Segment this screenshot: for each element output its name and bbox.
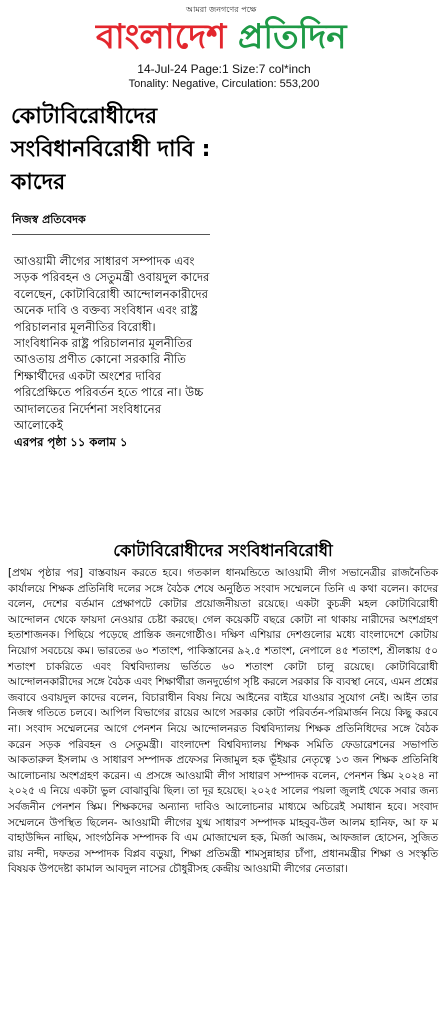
article-lead: আওয়ামী লীগের সাধারণ সম্পাদক এবং সড়ক পরিবহন ও সেতুমন্ত্রী ওবায়দুল কাদের বলেছেন, কোটাবিরোধী আন্দোলনকারীদের অনেক দাবি ও বক্তব্য সংবিধান এবং রাষ্ট্র পরিচালনার মূলনীতির বিরোধী। সাংবিধানিক রাষ্ট্র পরিচালনার মূলনীতির আওতায় প্রণীত কোনো সরকারি নীতি শিক্ষার্থীদের একটা অংশের দাবির পরিপ্রেক্ষিতে পরিবর্তন হতে পারে না। উচ্চ আদালতের নির্দেশনা সংবিধানের আলোকেই: [14, 254, 210, 433]
continuation-body: [প্রথম পৃষ্ঠার পর] বাস্তবায়ন করতে হবে। গতকাল ধানমন্ডিতে আওয়ামী লীগ সভানেত্রীর রাজনৈতিক কার্যালয়ে শিক্ষক প্রতিনিধি দলের সঙ্গে বৈঠক শেষে অনুষ্ঠিত সংবাদ সম্মেলনে তিনি এ কথা বলেন। কাদের বলেন, দেশের বর্তমান প্রেক্ষাপটে কোটার প্রয়োজনীয়তা রয়েছে। একটা কুচক্রী মহল কোটাবিরোধী আন্দোলন থেকে ফায়দা নেওয়ার চেষ্টা করছে। গেল কয়েকটি বছরে কোটা না থাকায় নারীদের অংশগ্রহণ হতাশাজনক। পিছিয়ে পড়েছে প্রান্তিক জনগোষ্ঠীও। দক্ষিণ এশিয়ার দেশগুলোর মধ্যে বাংলাদেশে কোটায় নিয়োগ সবচেয়ে কম। ভারতের ৬০ শতাংশ, পাকিস্তানের ৯২.৫ শতাংশ, নেপালে ৪৫ শতাংশ, শ্রীলঙ্কায় ৫০ শতাংশ চাকরিতে এবং বিশ্ববিদ্যালয় ভর্তিতে ৬০ শতাংশ কোটা চালু রয়েছে। কোটাবিরোধী আন্দোলনকারীদের সঙ্গে বৈঠক এবং শিক্ষার্থীরা জনদুর্ভোগ সৃষ্টি করলে সরকার কি ব্যবস্থা নেবে, এমন প্রশ্নের জবাবে ওবায়দুল কাদের বলেন, বিচারাধীন বিষয় নিয়ে আইনের বাইরে যাওয়ার সুযোগ নেই। আইন তার নিজস্ব গতিতে চলবে। আপিল বিভাগের রায়ের আগে সরকার কোটা পরিবর্তন-পরিমার্জন নিয়ে কিছু করবে না। সংবাদ সম্মেলনের আগে পেনশন নিয়ে আন্দোলনরত বিশ্ববিদ্যালয় শিক্ষক প্রতিনিধিদের সঙ্গে বৈঠক করেন সড়ক পরিবহন ও সেতুমন্ত্রী। বাংলাদেশ বিশ্ববিদ্যালয় শিক্ষক সমিতি ফেডারেশনের সভাপতি আকতারুল ইসলাম ও সাধারণ সম্পাদক প্রফেসর নিজামুল হক ভূঁইয়ার নেতৃত্বে ১৩ জন শিক্ষক প্রতিনিধি আলোচনায় অংশগ্রহণ করেন। এ প্রসঙ্গে আওয়ামী লীগ সাধারণ সম্পাদক বলেন, পেনশন স্কিম ২০২৪ না ২০২৫ এ নিয়ে একটা ভুল বোঝাবুঝি ছিল। তা দূর হয়েছে। ২০২৫ সালের পয়লা জুলাই থেকে সবার জন্য সর্বজনীন পেনশন স্কিম। শিক্ষকদের অন্যান্য দাবিও আলোচনার মাধ্যমে অচিরেই সমাধান হবে। সংবাদ সম্মেলনে উপস্থিত ছিলেন- আওয়ামী লীগের যুগ্ম সাধারণ সম্পাদক মাহবুব-উল আলম হানিফ, আ ফ ম বাহাউদ্দিন নাছিম, সাংগঠনিক সম্পাদক বি এম মোজাম্মেল হক, মির্জা আজম, আফজাল হোসেন, সুজিত রায় নন্দী, দফতর সম্পাদক বিপ্লব বড়ুয়া, শিক্ষা প্রতিমন্ত্রী শামসুন্নাহার চাঁপা, প্রধানমন্ত্রীর শিক্ষা ও সংস্কৃতি বিষয়ক উপদেষ্টা কামাল আবদুল নাসের চৌধুরীসহ কেন্দ্রীয় আওয়ামী লীগের নেতারা।: [8, 567, 438, 876]
continued-on-note: এরপর পৃষ্ঠা ১১ কলাম ১: [14, 435, 128, 450]
front-page-article: [6, 100, 212, 518]
clipping-tonality: Tonality: Negative, Circulation: 553,200: [128, 78, 320, 90]
newspaper-logo: [92, 10, 362, 58]
article-headline: কোটাবিরোধীদের সংবিধানবিরোধী দাবি : কাদের: [11, 104, 211, 195]
article-byline: নিজস্ব প্রতিবেদক: [12, 213, 86, 226]
continuation-headline: কোটাবিরোধীদের সংবিধানবিরোধী: [113, 541, 333, 560]
logo-name-part1: বাংলাদেশ: [96, 17, 227, 57]
masthead-tagline: আমরা জনগণের পক্ষে: [186, 5, 257, 14]
clipping-date-size: 14-Jul-24 Page:1 Size:7 col*inch: [137, 62, 311, 76]
continuation-article: [4, 538, 442, 1024]
byline-rule: [12, 234, 210, 235]
logo-name-part2: প্রতিদিন: [238, 17, 347, 57]
